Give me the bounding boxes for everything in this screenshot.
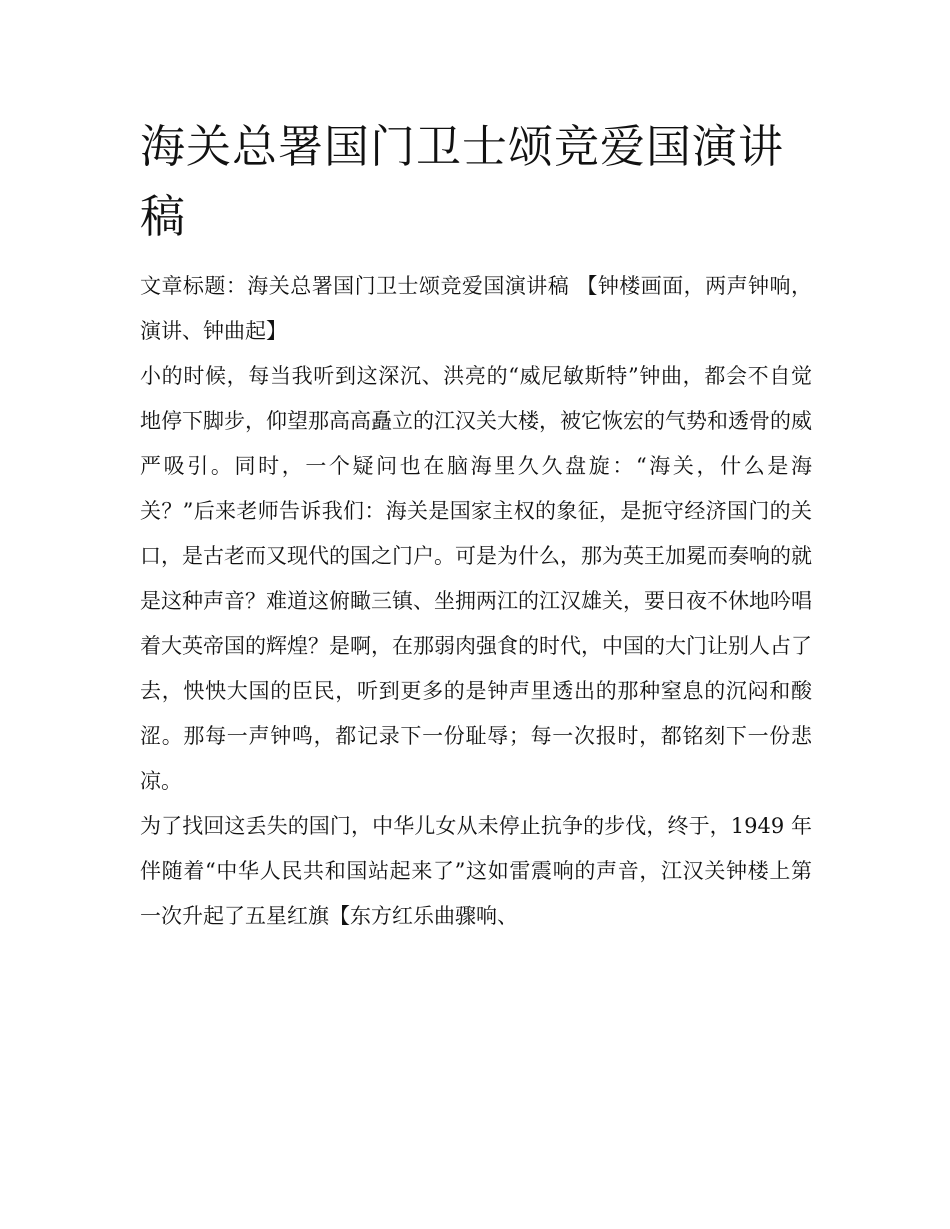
paragraph-childhood-memory: 小的时候，每当我听到这深沉、洪亮的“威尼敏斯特”钟曲，都会不自觉地停下脚步，仰望那高高矗立的江汉关大楼，被它恢宏的气势和透骨的威严吸引。同时，一个疑问也在脑海里久久盘旋：“海关，什么是海关？”后来老师告诉我们：海关是国家主权的象征，是扼守经济国门的关口，是古老而又现代的国之门户。可是为什么，那为英王加冕而奏响的就是这种声音？难道这俯瞰三镇、坐拥两江的江汉雄关，要日夜不休地吟唱着大英帝国的辉煌？是啊，在那弱肉强食的时代，中国的大门让别人占了去，怏怏大国的臣民，听到更多的是钟声里透出的那种窒息的沉闷和酸涩。那每一声钟鸣，都记录下一份耻辱；每一次报时，都铭刻下一份悲凉。 — [140, 364, 812, 793]
document-title: 海关总署国门卫士颂竞爱国演讲稿 — [140, 120, 785, 243]
paragraph-regain-gate: 为了找回这丢失的国门，中华儿女从未停止抗争的步伐，终于，1949 年伴随着“中华人民共和国站起来了”这如雷震响的声音，江汉关钟楼上第一次升起了五星红旗【东方红乐曲骤响、 — [140, 814, 812, 928]
paragraph-article-heading: 文章标题：海关总署国门卫士颂竞爱国演讲稿 【钟楼画面，两声钟响，演讲、钟曲起】 — [140, 274, 812, 343]
document-page — [140, 112, 812, 939]
